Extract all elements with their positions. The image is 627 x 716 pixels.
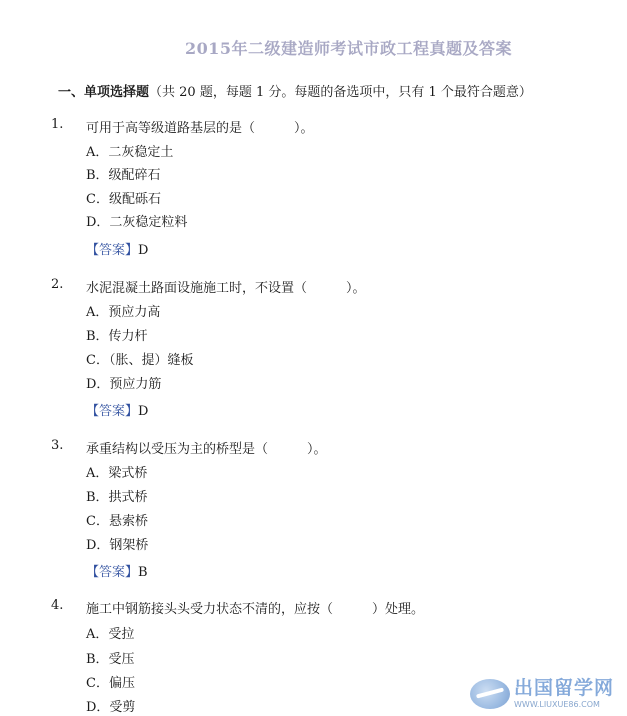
answer-tag: 【答案】 [86,243,139,258]
answer-1 [86,239,148,258]
section-heading [58,81,532,100]
section-note: （共 20 题，每题 1 分。每题的备选项中，只有 1 个最符合题意） [149,85,532,100]
question-text: 施工中钢筋接头头受力状态不清的，应按（ ）处理。 [86,602,425,617]
question-text: 水泥混凝土路面设施施工时，不设置（ ）。 [86,281,366,296]
option-b: B．受压 [86,652,135,667]
option-a: A．受拉 [86,627,135,642]
question-text: 承重结构以受压为主的桥型是（ ）。 [86,442,327,457]
watermark-name: 出国留学网 [514,677,615,699]
option-c: C．级配砾石 [86,192,161,207]
option-d: D．钢架桥 [86,538,149,553]
question-number: 2. [51,277,64,292]
question-number: 3. [51,438,64,453]
option-b: B．拱式桥 [86,490,148,505]
answer-value: B [138,565,148,580]
answer-tag: 【答案】 [86,404,139,419]
question-number: 1. [51,117,64,132]
globe-logo-icon [470,679,510,709]
watermark-text [514,679,614,709]
option-d: D．二灰稳定粒料 [86,215,188,230]
option-b: B．级配碎石 [86,168,161,183]
answer-3 [86,561,148,580]
question-number: 4. [51,598,64,613]
section-title: 一、单项选择题 [58,85,150,100]
option-d: D．预应力筋 [86,377,162,392]
answer-value: D [138,243,149,258]
option-c: C．悬索桥 [86,514,148,529]
answer-tag: 【答案】 [86,565,139,580]
option-b: B．传力杆 [86,329,148,344]
site-watermark [470,672,627,716]
watermark-url: WWW.LIUXUE86.COM [514,700,600,709]
option-a: A．二灰稳定土 [86,145,174,160]
option-d: D．受剪 [86,700,136,715]
question-text: 可用于高等级道路基层的是（ ）。 [86,121,314,136]
answer-value: D [138,404,149,419]
option-c: C．（胀、提）缝板 [86,353,194,368]
option-c: C．偏压 [86,676,135,691]
option-a: A．预应力高 [86,305,161,320]
answer-2 [86,400,148,419]
page-title: 2015年二级建造师考试市政工程真题及答案 [184,39,513,58]
option-a: A．梁式桥 [86,466,148,481]
